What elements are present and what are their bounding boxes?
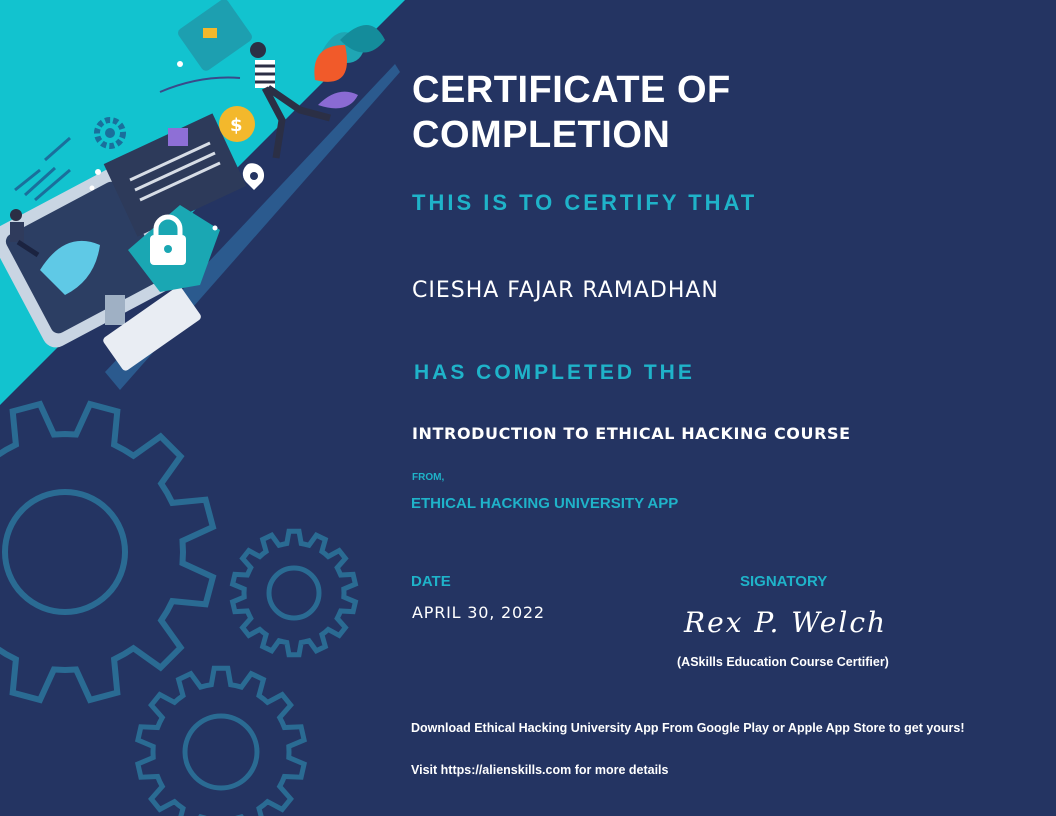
course-name: INTRODUCTION TO ETHICAL HACKING COURSE	[412, 424, 851, 443]
visit-note: Visit https://alienskills.com for more details	[411, 763, 669, 777]
certificate-title	[412, 68, 731, 158]
title-line-2: COMPLETION	[412, 114, 671, 156]
certifier-title: (ASkills Education Course Certifier)	[677, 655, 889, 669]
svg-text:$: $	[230, 115, 243, 136]
download-note: Download Ethical Hacking University App From Google Play or Apple App Store to get yours!	[411, 721, 965, 735]
signature: Rex P. Welch	[684, 606, 888, 639]
date-label: DATE	[411, 573, 451, 590]
issuer-name: ETHICAL HACKING UNIVERSITY APP	[411, 495, 679, 512]
dollar-coin-icon	[219, 106, 255, 142]
completed-heading: HAS COMPLETED THE	[414, 361, 695, 384]
date-value: APRIL 30, 2022	[412, 603, 545, 622]
signatory-label: SIGNATORY	[740, 573, 828, 590]
recipient-name: CIESHA FAJAR RAMADHAN	[412, 278, 719, 303]
title-line-1: CERTIFICATE OF	[412, 69, 731, 111]
certify-heading: THIS IS TO CERTIFY THAT	[412, 190, 758, 215]
from-label: FROM,	[412, 472, 445, 483]
large-gear-icon	[0, 404, 213, 700]
medium-gear-icon	[233, 531, 356, 655]
small-gear-icon	[138, 668, 304, 816]
